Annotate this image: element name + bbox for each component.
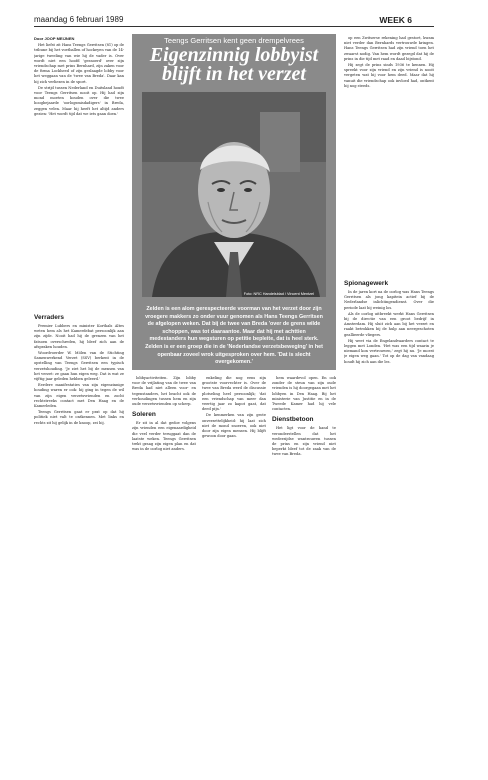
- paragraph: enkeling die nog eens zijn grootste voorvechter is. Over de twee van Breda werd de discussie plotseling heel persoonlijk; 'dat een vriendschap van meer dan veertig jaar zo kapot gaat, dat deed pijn.': [202, 376, 266, 412]
- paragraph: Als de oorlog uitbreekt werkt Hans Gerritsen bij de directie van een groot bedrijf in Amsterdam. Hij sluit zich aan bij het verzet en raakt betrokken bij de hulp aan neergeschoten geallieerde vliegers.: [344, 311, 434, 337]
- feature-photo-block: [132, 34, 336, 370]
- column-1-top: [34, 36, 124, 308]
- page-header: [34, 14, 434, 27]
- article-kicker: Teengs Gerritsen kent geen drempelvrees: [164, 36, 304, 45]
- paragraph: Hij zegt de prins sinds 1936 te kennen. Hij spreekt voor zijn vriend en zijn vriend is nooit vergeten wat hij voor hem deed. Maar dat hij vanuit die vriendschap ook invloed had, ontkent hij nog steeds.: [344, 63, 434, 88]
- newspaper-page: [34, 14, 434, 636]
- portrait-photo: [142, 92, 326, 297]
- photo-credit: Foto: NRC Handelsblad / Vincent Mentzel: [243, 292, 314, 296]
- paragraph: Teengs Gerritsen gaat er prat op dat hij politiek niet valt te ontkennen. Met links en rechts zit hij gelijk in de knoop, zei hij.: [34, 410, 124, 425]
- paragraph: Het liefst zit Hans Teengs Gerritsen (81) op de tribune bij het voetballen of hockeyen van de 14-jarige tweeling van wie hij de vader is. Over wordt niet een hoofd 'gesnoerd' over zijn vriendschap met prins Bernhard, zijn zaken voor de firma Lockheed of zijn geslaagde lobby voor het weggaan van de 'twee van Breda'. Daar kan hij zich verliezen in de sport.: [34, 43, 124, 84]
- issue-week: WEEK 6: [379, 15, 412, 25]
- paragraph: op een Zwitserse rekening had gestort, kwam niet verder dan Bernhards vertrouwde kringen. Hans Teengs Gerritsen had zijn vriend toen het zwaarst nodig. Van hem wordt gezegd dat hij de prins in die tijd met raad en daad bijstond.: [344, 36, 434, 61]
- paragraph: hem waardevol open. En ook zonder de steun van zijn oude vrienden is hij doorgegaan met het lobbyen in Den Haag. Bij het ministerie van Justitie en in de Tweede Kamer had hij vele contacten.: [272, 376, 336, 412]
- issue-date: maandag 6 februari 1989: [34, 15, 124, 24]
- byline: Door JOOP MEIJNEN: [34, 36, 75, 41]
- column-5-bottom: [344, 276, 434, 636]
- paragraph: Woordvoerder W. Mölen van de Stichting Samenwerkend Verzet (SSV) berkent in de opstelling van Teengs Gerritsen een typisch verzetshouding. 'Je ziet het bij de mensen van het verzet: ze gaan hun eigen weg. Dat is wat ze vijftig jaar geleden hebben geleerd.': [34, 351, 124, 382]
- column-4: [272, 376, 336, 636]
- column-3: [202, 376, 266, 636]
- photo-caption: Zelden is een alom gerespecteerde voorman van het verzet door zijn vroegere makkers zo onder vuur genomen als Hans Teengs Gerritsen de afgelopen weken. Dat bij de twee van Breda 'over de grens wilde schoppen, was tot daaraantoe. Maar dat hij met achttien medestanders hun wegsturen op petitie bepleite, dat is heel sterk. Zelden is er een groep die in de 'Nederlandse verzetsbeweging' in het openbaar zoveel wrok uitgesproken over hem. 'Dat is slecht overgekomen.': [145, 306, 323, 366]
- paragraph: Eerdere manifestaties van zijn eigenzinnige houding waren er ook: hij ging in tegen de wil van zijn eigen verzetsvrienden en zocht rechtstreeks contact met Den Haag en de Kamerleden.: [34, 383, 124, 409]
- column-5-top: [344, 36, 434, 272]
- paragraph: Het ligt voor de hand te veronderstellen dat het wederzijdse wantrouwen tussen de prins en zijn vriend niet beperkt bleef tot de zaak van de twee van Breda.: [272, 426, 336, 457]
- column-1-bottom: [34, 310, 124, 636]
- column-2: [132, 376, 196, 636]
- paragraph: Er zit in al dat gedoe volgens zijn vrienden een eigenaardigheid die veel verder teruggaat dan de laatste weken. Teengs Gerritsen trekt graag zijn eigen plan en dat was in de oorlog niet anders.: [132, 421, 196, 452]
- paragraph: Hij weet via de Engelandvaarders contact te leggen met Londen. 'Het was een tijd waarin je niemand kon vertrouwen,' zegt hij nu. 'Je moest je eigen weg gaan.' Tot op de dag van vandaag houdt hij zich aan die les.: [344, 338, 434, 364]
- subhead-dienstbetoon: Dienstbetoon: [272, 416, 314, 424]
- article-headline: Eigenzinnig lobbyist blijft in het verzet: [149, 44, 319, 85]
- paragraph: Premier Lubbers en minister Korthals Altes weten hem als het Kamerdebat persoonlijk aan zijn zijde. Nooit had hij de grenzen van het fatsoen overschreden, hij bleef zich aan de afspraken houden.: [34, 324, 124, 349]
- subhead-verraders: Verraders: [34, 314, 64, 321]
- paragraph: lobbyactiviteiten. Zijn lobby voor de vrijlating van de twee van Breda had niet alleen voor- en tegenstanders, het bracht ook de verhoudingen tussen hem en zijn oude verzetsvrienden op scherp.: [132, 376, 196, 407]
- subhead-soleren: Soleren: [132, 411, 156, 419]
- paragraph: In de jaren kort na de oorlog was Hans Teengs Gerritsen als jong kapitein actief bij de Nederlandse inlichtingendienst. Over die periode laat hij weinig los.: [344, 290, 434, 310]
- subhead-spionagewerk: Spionagewerk: [344, 280, 389, 287]
- paragraph: De strijd tussen Nederland en Duitsland houdt voor Teengs Gerritsen nooit op. Hij had zijn mond moeten houden over die twee hoogbejaarde 'oorlogsmisdadigers' in Breda, zeggen velen. Maar hij heeft het altijd anders gezien: 'Het wordt tijd dat we iets gaan doen.': [34, 85, 124, 116]
- paragraph: De kenmerken van zijn grote onverzettelijkheid: hij laat zich niet de mond snoeren, ook niet door zijn eigen mensen. Hij blijft gewoon door gaan.: [202, 413, 266, 439]
